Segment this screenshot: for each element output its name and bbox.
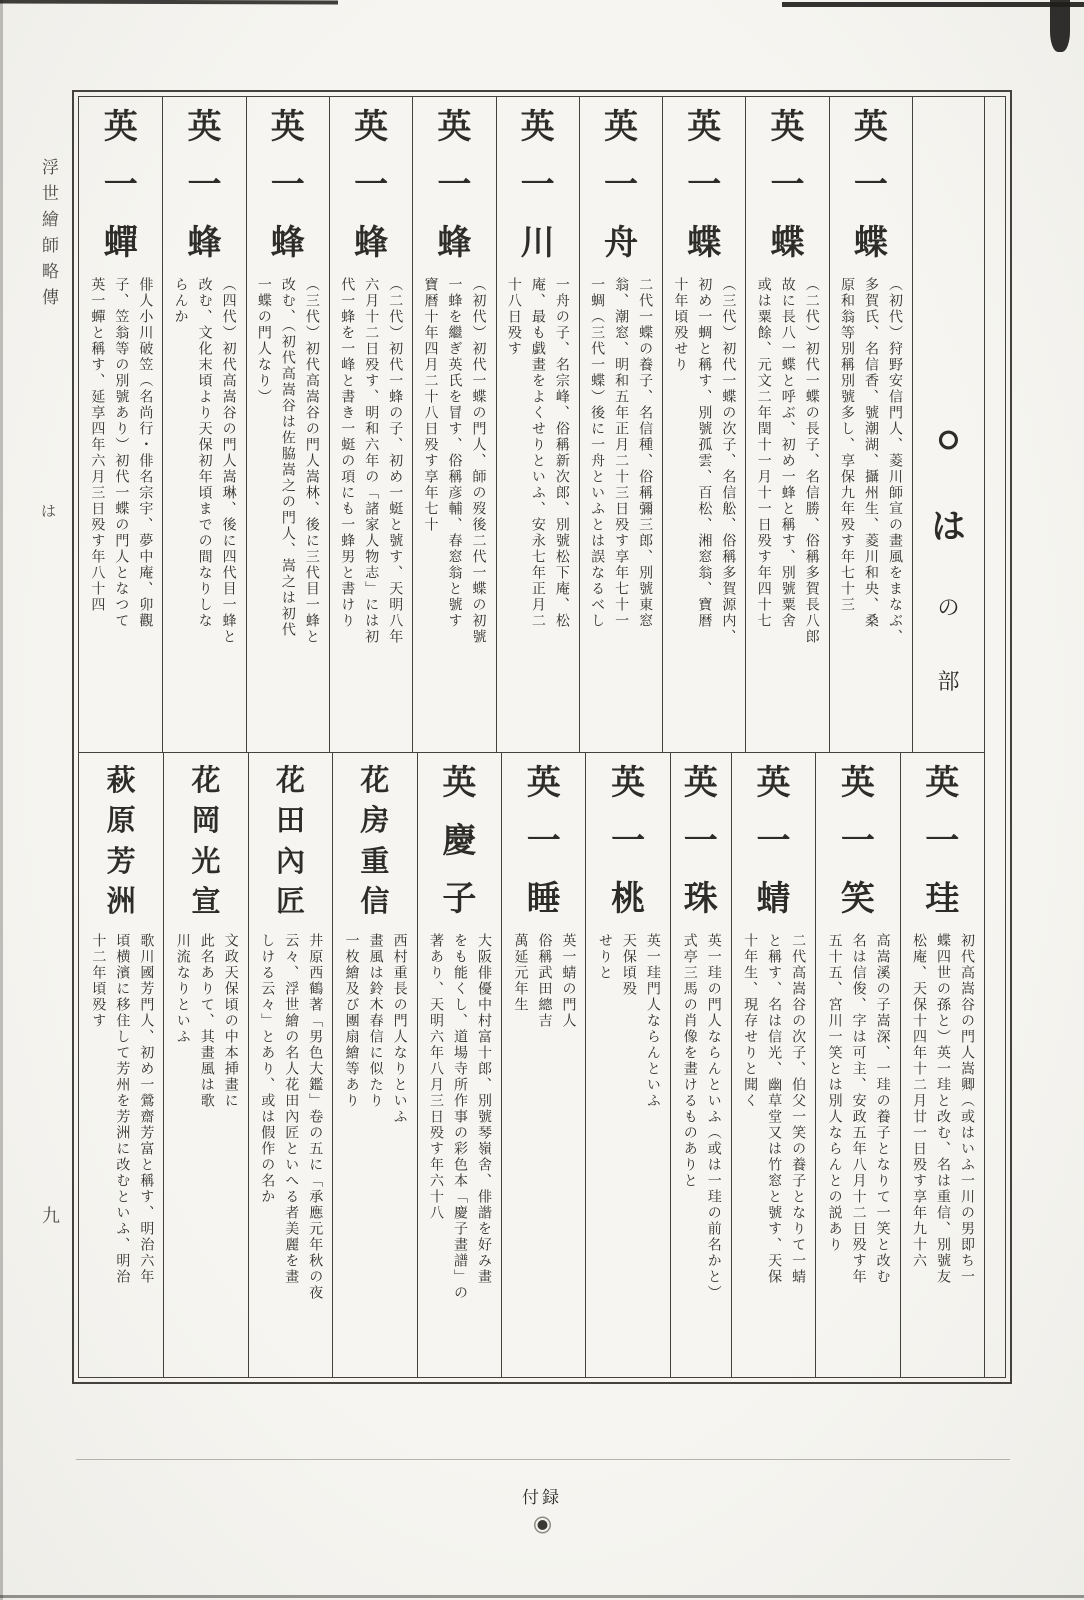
artist-name (756, 767, 790, 917)
artist-name-char: 蜂 (354, 225, 389, 262)
artist-biography (507, 933, 579, 1363)
artist-name (684, 767, 718, 917)
artist-biography (667, 277, 739, 729)
biography-line: 歌川國芳門人、初め一鶯齋芳富と稱す、明治六年 (138, 933, 154, 1285)
artist-entry (579, 97, 662, 752)
biography-line: 文政天保頃の中本挿畫に (222, 933, 238, 1109)
artist-entry (329, 97, 412, 752)
artist-name-char: 一 (603, 167, 638, 204)
biography-line: 初め一蜩と稱す、別號孤雲、百松、湘窓翁、寶暦 (696, 277, 712, 629)
section-suffix: 部 (937, 669, 960, 694)
artist-name-char: 一 (437, 167, 472, 204)
biography-line: 蝶四世の孫と）英一珪と改む、名は重信、別號友 (935, 933, 950, 1285)
scan-edge-artifact (0, 1595, 1084, 1598)
artist-name-char: 花 (360, 765, 390, 797)
biography-line: 英一珪の門人ならんといふ（或は一珪の前名かと） (705, 933, 721, 1301)
entry-row-bottom (79, 753, 984, 1377)
biography-line: 一枚繪及び團扇繪等あり (343, 933, 359, 1109)
artist-name-char: 子 (442, 881, 477, 918)
section-particle: の (937, 595, 960, 620)
artist-entry (745, 97, 828, 752)
biography-line: 名は信俊、字は可主、安政五年八月十二日殁す年 (850, 933, 866, 1285)
artist-biography (751, 277, 823, 729)
biography-line: 英一蟬と稱す、延享四年六月三日殁す年八十四 (89, 277, 105, 613)
artist-biography (822, 933, 894, 1363)
artist-entry (731, 753, 815, 1377)
biography-line: 頃横濱に移住して芳州を芳洲に改むといふ、明治 (114, 933, 130, 1285)
biography-line: 一舟の子、名宗峰、俗稱新次郎、別號松下庵、松 (553, 277, 569, 629)
artist-entry (496, 97, 579, 752)
biography-line: 式亭三馬の肖像を畫けるものありと (681, 933, 697, 1189)
scan-edge-artifact (0, 0, 338, 4)
section-kana: は (931, 509, 966, 546)
biography-line: しける云々」とあり、或は假作の名か (259, 933, 275, 1205)
artist-name-char: 英 (442, 765, 477, 802)
artist-name-char: 一 (925, 823, 960, 860)
biography-line: せりと (596, 933, 612, 981)
artist-entry (79, 753, 163, 1377)
artist-name (104, 111, 138, 261)
artist-name-char: 珠 (683, 881, 718, 918)
artist-biography (737, 933, 809, 1363)
artist-name-char: 田 (275, 805, 305, 838)
artist-entry (162, 97, 245, 752)
artist-name-char: 花 (191, 765, 221, 797)
biography-line: 十八日殁す (505, 277, 521, 357)
biography-line: 子、笠翁等の別號あり）初代一蝶の門人となつて (113, 277, 129, 629)
biography-line: 此名ありて、其畫風は歌 (198, 933, 214, 1109)
biography-line: 故に長八一蝶と呼ぶ、初め一蜂と稱す、別號粟舍 (779, 277, 795, 629)
biography-line: 著あり、天明六年八月三日殁す年六十八 (428, 933, 444, 1221)
artist-name-char: 宣 (191, 885, 221, 918)
artist-name-char: 英 (756, 765, 791, 802)
artist-name (527, 767, 561, 917)
biography-line: 俗稱武田總吉 (536, 933, 552, 1029)
artist-name-char: 一 (756, 823, 791, 860)
biography-line: 改む、文化末頃より天保初年頃までの間なりしな (196, 277, 212, 629)
artist-entry (670, 753, 731, 1377)
artist-biography (834, 277, 906, 729)
biography-line: 或は粟餘、元文二年閏十一月十一日殁す年四十七 (755, 277, 771, 629)
artist-name-char: 岡 (191, 805, 221, 838)
artist-name (276, 767, 305, 917)
artist-biography (906, 933, 978, 1363)
entry-table (79, 97, 985, 1377)
artist-name (611, 767, 645, 917)
artist-name-char: 房 (360, 805, 390, 838)
artist-name (925, 767, 959, 917)
artist-name-char: 英 (437, 109, 472, 146)
artist-name-char: 洲 (106, 885, 136, 918)
book-title-margin: 浮世繪師略傳 (39, 158, 58, 314)
artist-name (192, 767, 221, 917)
artist-entry (248, 753, 332, 1377)
entry-row-top (79, 97, 984, 753)
biography-line: 十年生、現存せりと聞く (742, 933, 758, 1109)
biography-line: （二代）初代一蜂の子、初め一蜓と號す、天明八年 (387, 277, 403, 645)
footer-label: 付録 (522, 1488, 562, 1507)
artist-biography (423, 933, 495, 1363)
artist-name-char: 一 (853, 167, 888, 204)
artist-name-char: 內 (275, 845, 305, 878)
biography-line: 十年頃殁せり (672, 277, 688, 373)
biography-line: 寶暦十年四月二十八日殁す享年七十 (422, 277, 438, 533)
artist-name-char: 一 (103, 167, 138, 204)
artist-name-char: 英 (103, 109, 138, 146)
entry-table-frame (78, 96, 1006, 1378)
artist-name-char: 一 (270, 167, 305, 204)
artist-entry (79, 97, 162, 752)
artist-biography (501, 277, 573, 729)
artist-name (521, 111, 555, 261)
biography-line: （二代）初代一蝶の長子、名信勝、俗稱多賀長八郎 (803, 277, 819, 645)
biography-line: 一蜂を繼ぎ英氏を冒す、俗稱彦輔、春窓翁と號す (446, 277, 462, 629)
artist-name-char: 珪 (925, 881, 960, 918)
biography-line: 俳人小川破笠（名尚行・俳名宗宇、夢中庵、卯觀 (137, 277, 153, 629)
artist-name-char: 英 (520, 109, 555, 146)
page-number: 九 (42, 1206, 60, 1226)
artist-name (687, 111, 721, 261)
biography-line: 代一蜂を一峰と書き一蜓の項にも一蜂男と書けり (339, 277, 355, 629)
artist-entry (815, 753, 899, 1377)
artist-biography (254, 933, 326, 1363)
section-circle-mark: ○ (936, 416, 961, 461)
artist-name-char: 信 (360, 885, 390, 918)
artist-name-char: 一 (770, 167, 805, 204)
artist-biography (334, 277, 406, 729)
artist-name-char: 蜂 (187, 225, 222, 262)
biography-line: 翁、潮窓、明和五年正月二十三日殁す享年七十一 (613, 277, 629, 629)
biography-line: 大阪俳優中村富十郎、別號琴嶺舍、俳諧を好み畫 (476, 933, 492, 1285)
artist-name-char: 英 (187, 109, 222, 146)
artist-biography (85, 933, 157, 1363)
artist-name-char: 一 (683, 823, 718, 860)
artist-name (271, 111, 305, 261)
biography-line: 二代一蝶の養子、名信種、俗稱彌三郎、別號東窓 (637, 277, 653, 629)
artist-name-char: 蜂 (270, 225, 305, 262)
artist-name-char: 蜻 (756, 881, 791, 918)
artist-biography (84, 277, 156, 729)
artist-name-char: 一 (526, 823, 561, 860)
footer-rule (76, 1459, 1010, 1460)
scan-edge-artifact (1050, 0, 1070, 52)
artist-name (442, 767, 476, 917)
artist-name-char: 蝶 (687, 225, 722, 262)
artist-name-char: 英 (840, 765, 875, 802)
artist-name-char: 一 (187, 167, 222, 204)
artist-biography (251, 277, 323, 729)
biography-line: （三代）初代高嵩谷の門人嵩林、後に三代目一蜂と (303, 277, 319, 645)
artist-name (771, 111, 805, 261)
artist-biography (592, 933, 664, 1363)
artist-entry (246, 97, 329, 752)
artist-name (107, 767, 136, 917)
artist-name-char: 慶 (442, 823, 477, 860)
biography-line: 萬延元年生 (512, 933, 528, 1013)
artist-name (604, 111, 638, 261)
biography-line: 云々、浮世繪の名人花田內匠といへる者美麗を畫 (283, 933, 299, 1285)
artist-biography (168, 277, 240, 729)
artist-name-char: 一 (687, 167, 722, 204)
artist-name-char: 萩 (106, 765, 136, 797)
biography-line: 西村重長の門人なりといふ (391, 933, 407, 1125)
biography-line: 英一蜻の門人 (560, 933, 576, 1029)
artist-entry (585, 753, 669, 1377)
artist-entry (662, 97, 745, 752)
artist-name-char: 蜂 (437, 225, 472, 262)
artist-biography (418, 277, 490, 729)
biography-line: 原和翁等別稱別號多し、享保九年殁す年七十三 (839, 277, 854, 613)
scan-edge-artifact (782, 2, 1084, 7)
artist-name-char: 匠 (275, 885, 305, 918)
artist-entry (412, 97, 495, 752)
biography-line: 天保頃殁 (620, 933, 636, 997)
artist-name-char: 英 (925, 765, 960, 802)
biography-line: （三代）初代一蝶の次子、名信舩、俗稱多賀源内、 (720, 277, 736, 645)
biography-line: （初代）初代一蝶の門人、師の歿後二代一蝶の初號 (470, 277, 486, 645)
artist-name-char: 一 (520, 167, 555, 204)
biography-line: らんか (172, 277, 188, 325)
artist-name (354, 111, 388, 261)
artist-entry (332, 753, 416, 1377)
artist-entry (501, 753, 585, 1377)
artist-name (437, 111, 471, 261)
artist-name-char: 睡 (526, 881, 561, 918)
artist-name (841, 767, 875, 917)
biography-line: （初代）狩野安信門人、菱川師宣の畫風をまなぶ、 (887, 277, 902, 645)
biography-line: 川流なりといふ (174, 933, 190, 1045)
artist-entry (417, 753, 501, 1377)
biography-line: 改む、（初代高嵩谷は佐脇嵩之の門人、嵩之は初代 (279, 277, 295, 638)
biography-line: 高嵩溪の子嵩深、一珪の養子となりて一笑と改む (874, 933, 890, 1285)
artist-name-char: 英 (770, 109, 805, 146)
artist-name-char: 光 (191, 845, 221, 878)
biography-line: をも能くし、道場寺所作事の彩色本「慶子畫譜」の (452, 933, 468, 1301)
artist-name (187, 111, 221, 261)
artist-name-char: 英 (611, 765, 646, 802)
biography-line: 一蝶の門人なり） (255, 277, 271, 405)
biography-line: 十二年頃殁す (90, 933, 106, 1029)
artist-name-char: 蟬 (103, 225, 138, 262)
artist-name-char: 英 (354, 109, 389, 146)
artist-name (360, 767, 389, 917)
artist-name-char: 英 (526, 765, 561, 802)
artist-name-char: 英 (603, 109, 638, 146)
artist-entry (163, 753, 247, 1377)
biography-line: 五十五、宮川一笑とは別人ならんとの説あり (826, 933, 842, 1253)
biography-line: 六月十二日殁す、明和六年の「諸家人物志」には初 (363, 277, 379, 645)
footer-bullet-mark (538, 1520, 548, 1530)
margin-section-kana: は (41, 504, 57, 520)
artist-biography (170, 933, 242, 1363)
artist-name-char: 蝶 (853, 225, 888, 262)
artist-biography (339, 933, 411, 1363)
biography-line: 初代高嵩谷の門人嵩卿（或はいふ一川の男即ち一 (959, 933, 974, 1285)
artist-biography (677, 933, 725, 1363)
artist-name-char: 原 (106, 805, 136, 838)
biography-line: 一蜩（三代一蝶）後に一舟といふとは誤なるべし (589, 277, 605, 629)
biography-line: 松庵、天保十四年十二月廿一日殁す享年九十六 (911, 933, 926, 1269)
artist-name-char: 一 (354, 167, 389, 204)
biography-line: 畫風は鈴木春信に似たり (367, 933, 383, 1109)
biography-line: 英一珪門人ならんといふ (644, 933, 660, 1109)
artist-name-char: 芳 (106, 845, 136, 878)
artist-name-char: 舟 (603, 225, 638, 262)
biography-line: 多賀氏、名信香、號潮湖、攝州生、菱川和央、桑 (863, 277, 878, 629)
artist-name (854, 111, 888, 261)
artist-name-char: 一 (611, 823, 646, 860)
biography-line: 庵、最も戯畫をよくせりといふ、安永七年正月二 (529, 277, 545, 629)
scan-edge-artifact (0, 0, 3, 1600)
artist-biography (584, 277, 656, 729)
biography-line: と稱す、名は信光、幽草堂又は竹窓と號す、天保 (766, 933, 782, 1285)
artist-name-char: 笑 (840, 881, 875, 918)
artist-name-char: 英 (687, 109, 722, 146)
biography-line: （四代）初代高嵩谷の門人嵩琳、後に四代目一蜂と (220, 277, 236, 645)
artist-entry (900, 753, 984, 1377)
artist-name-char: 川 (520, 225, 555, 262)
artist-name-char: 重 (360, 845, 390, 878)
artist-name-char: 英 (853, 109, 888, 146)
artist-name-char: 花 (275, 765, 305, 797)
artist-name-char: 英 (683, 765, 718, 802)
artist-name-char: 桃 (611, 881, 646, 918)
artist-name-char: 蝶 (770, 225, 805, 262)
section-header-ha (912, 97, 984, 752)
artist-name-char: 一 (840, 823, 875, 860)
biography-line: 井原西鶴著「男色大鑑」卷の五に「承應元年秋の夜 (307, 933, 323, 1301)
artist-name-char: 英 (270, 109, 305, 146)
biography-line: 二代高嵩谷の次子、伯父一笑の養子となりて一蜻 (790, 933, 806, 1285)
artist-entry (829, 97, 912, 752)
